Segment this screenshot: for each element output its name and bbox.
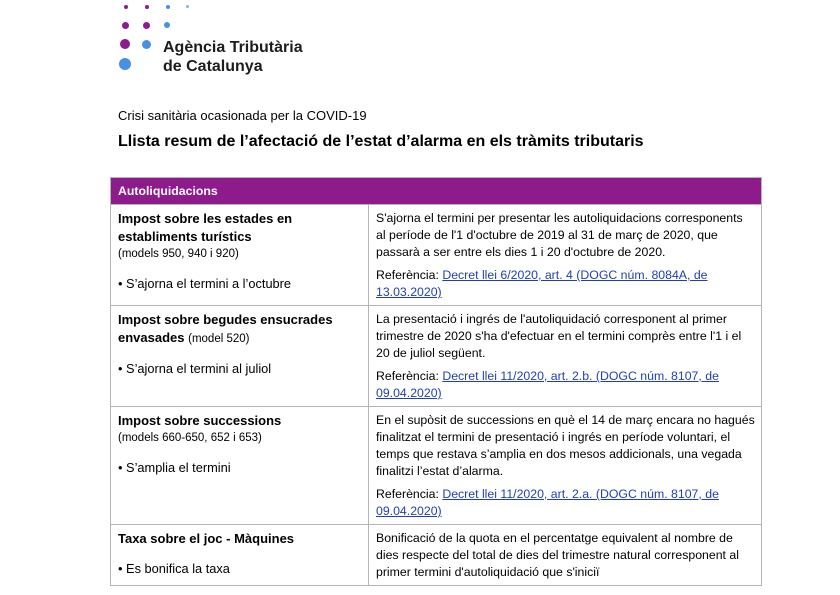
table-header-row xyxy=(111,178,762,205)
reference-link[interactable]: Decret llei 11/2020, art. 2.b. (DOGC núm. 8107, de 09.04.2020) xyxy=(376,369,719,400)
logo-dot xyxy=(166,5,170,9)
logo-dot xyxy=(124,5,128,9)
table-row xyxy=(111,306,762,407)
document-title: Llista resum de l’afectació de l’estat d’alarma en els tràmits tributaris xyxy=(118,133,644,150)
logo-dot xyxy=(186,5,189,8)
tax-summary-bullet: • S’ajorna el termini a l’octubre xyxy=(118,276,292,291)
table-row xyxy=(111,205,762,306)
tax-cell xyxy=(111,306,369,407)
description-cell xyxy=(369,306,762,407)
logo-line-2: de Catalunya xyxy=(163,58,263,75)
logo-dot xyxy=(142,40,151,49)
reference-label: Referència: xyxy=(376,487,443,501)
tax-name-text: Impost sobre begudes ensucrades envasades xyxy=(118,312,333,345)
tax-summary-bullet: • S’ajorna el termini al juliol xyxy=(118,361,272,376)
description-text: Bonificació de la quota en el percentatge equivalent al nombre de dies respecte del total de dies del trimestre natural corresponent al primer termini d'autoliquidació que s'iniciï xyxy=(376,531,739,579)
procedures-table xyxy=(110,177,762,586)
reference-link[interactable]: Decret llei 6/2020, art. 4 (DOGC núm. 8084A, de 13.03.2020) xyxy=(376,268,708,299)
description-text: S'ajorna el termini per presentar les autoliquidacions corresponents al període de l'1 d'octubre de 2019 al 31 de març de 2020, que passarà a ser entre els dies 1 i 20 d'octubre de 2020. xyxy=(376,211,743,259)
reference-link[interactable]: Decret llei 11/2020, art. 2.a. (DOGC núm. 8107, de 09.04.2020) xyxy=(376,487,719,518)
logo-line-1: Agència Tributària xyxy=(163,39,303,56)
tax-models: (model 520) xyxy=(188,333,250,345)
tax-models: (models 950, 940 i 920) xyxy=(118,248,239,260)
description-cell xyxy=(369,205,762,306)
table-row xyxy=(111,525,762,586)
tax-name xyxy=(118,311,362,348)
tax-cell xyxy=(111,525,369,586)
table-row xyxy=(111,407,762,525)
reference-label: Referència: xyxy=(376,268,443,282)
logo-dot xyxy=(122,22,129,29)
reference-label: Referència: xyxy=(376,369,443,383)
description-text: La presentació i ingrés de l'autoliquidació corresponent al primer trimestre de 2020 s'ha d'efectuar en el termini comprès entre l'1 i el 20 de juliol següent. xyxy=(376,312,742,360)
tax-summary-bullet: • S’amplia el termini xyxy=(118,460,231,475)
logo-dot xyxy=(164,22,170,28)
document-subtitle: Crisi sanitària ocasionada per la COVID-19 xyxy=(118,108,367,123)
description-text: En el supòsit de successions en què el 14 de març encara no hagués finalitzat el termini de presentació i ingrés en període voluntari, el temps que restava s’amplia en dos mesos addicionals, una vegada finalitzi l’estat d’alarma. xyxy=(376,413,755,478)
tax-cell xyxy=(111,407,369,525)
tax-name: Taxa sobre el joc - Màquines xyxy=(118,531,295,546)
logo-text xyxy=(163,38,303,76)
logo-dot xyxy=(119,58,131,70)
reference xyxy=(376,368,755,402)
logo-dot xyxy=(143,22,150,29)
logo-dot xyxy=(145,5,149,9)
tax-models: (models 660-650, 652 i 653) xyxy=(118,432,262,444)
reference xyxy=(376,267,755,301)
reference xyxy=(376,486,755,520)
description-cell xyxy=(369,525,762,586)
section-header: Autoliquidacions xyxy=(111,178,762,205)
description-cell xyxy=(369,407,762,525)
tax-name: Impost sobre successions xyxy=(118,413,282,428)
tax-name: Impost sobre les estades en establiments turístics xyxy=(118,211,293,244)
tax-cell xyxy=(111,205,369,306)
logo-dot xyxy=(120,39,130,49)
tax-summary-bullet: • Es bonifica la taxa xyxy=(118,561,230,576)
